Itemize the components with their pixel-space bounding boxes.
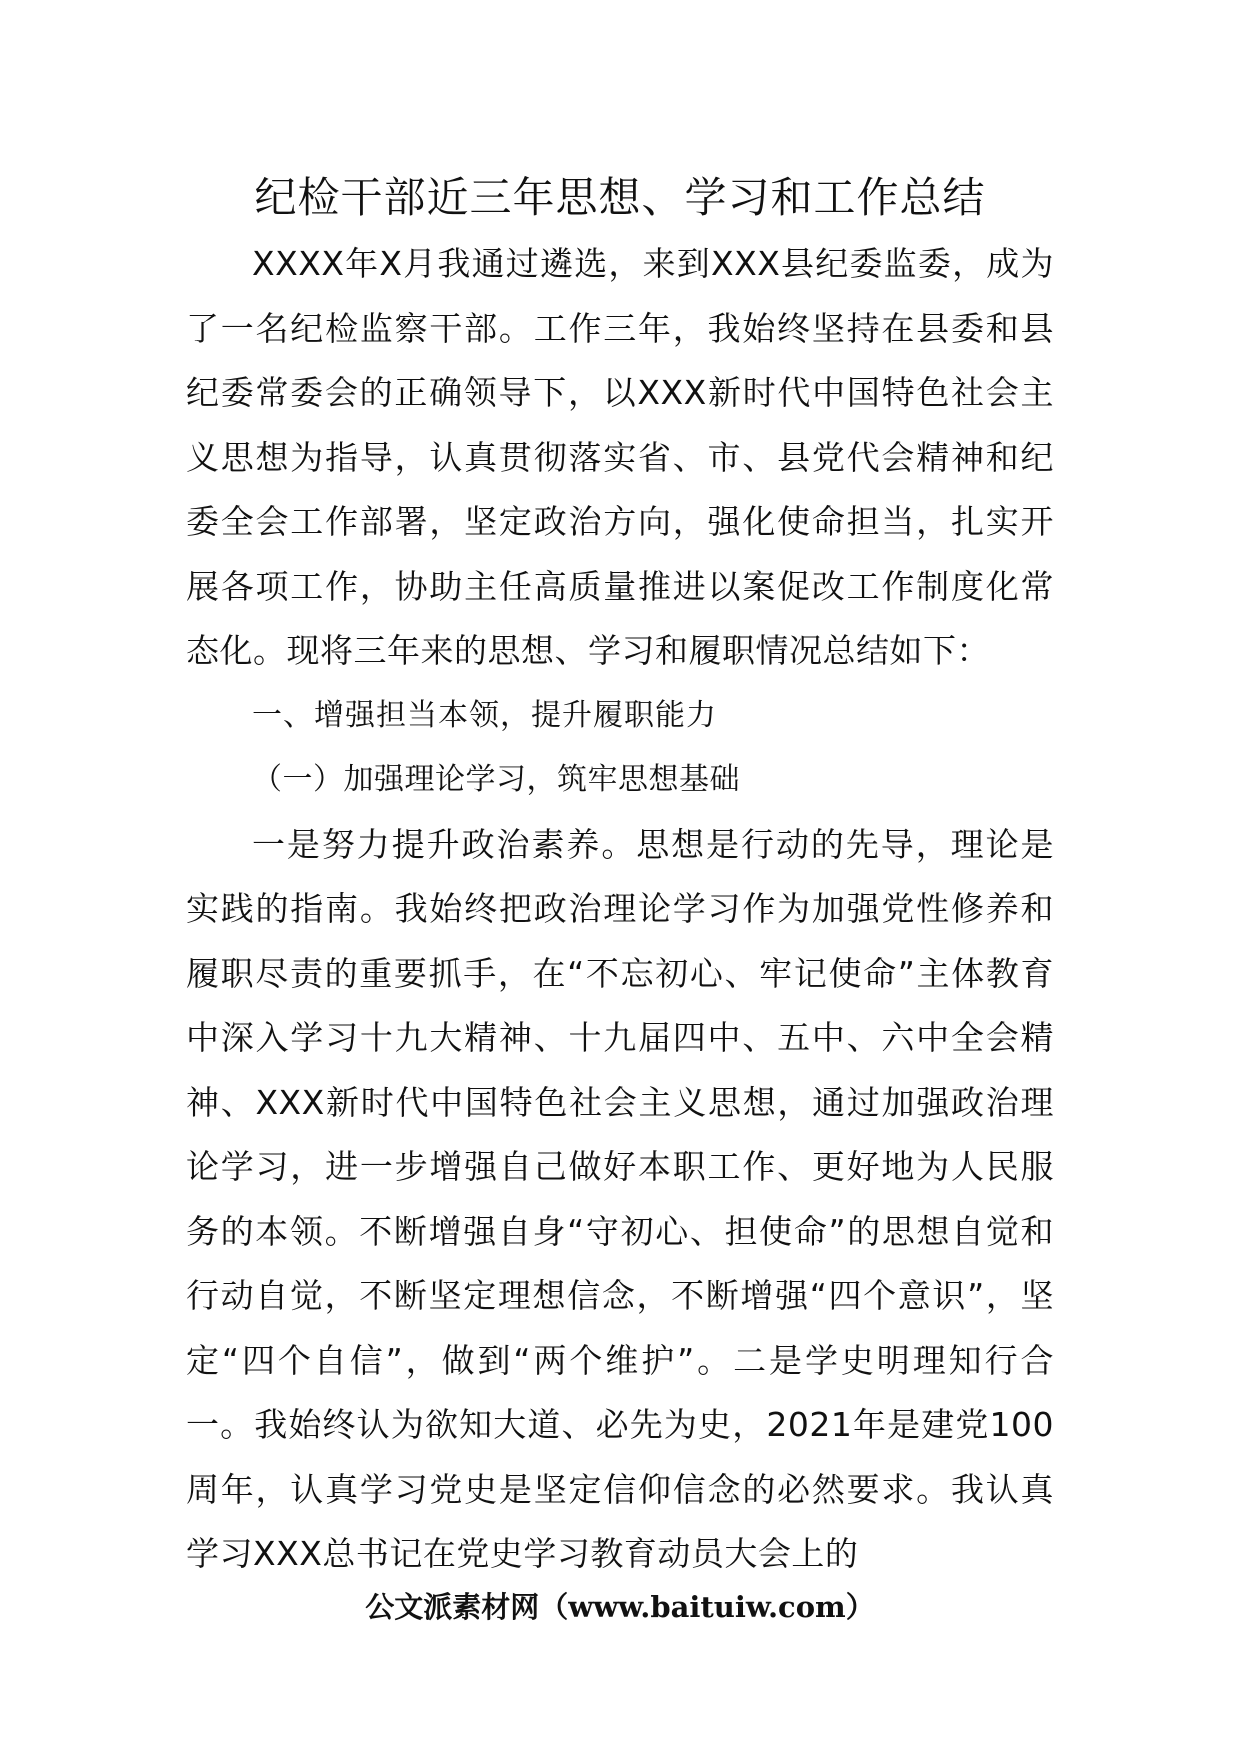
document-body bbox=[186, 232, 1054, 1587]
document-title: 纪检干部近三年思想、学习和工作总结 bbox=[254, 173, 986, 222]
section-heading-1: 一、增强担当本领，提升履职能力 bbox=[252, 697, 717, 733]
footer-watermark: 公文派素材网（www.baituiw.com） bbox=[365, 1590, 875, 1624]
paragraph-intro: XXXX年X月我通过遴选，来到XXX县纪委监委，成为了一名纪检监察干部。工作三年，我始终坚持在县委和县纪委常委会的正确领导下，以XXX新时代中国特色社会主义思想为指导，认真贯彻落实省、市、县党代会精神和纪委全会工作部署，坚定政治方向，强化使命担当，扎实开展各项工作，协助主任高质量推进以案促改工作制度化常态化。现将三年来的思想、学习和履职情况总结如下： bbox=[186, 244, 1054, 670]
paragraph-theory-study: 一是努力提升政治素养。思想是行动的先导，理论是实践的指南。我始终把政治理论学习作为加强党性修养和履职尽责的重要抓手，在“不忘初心、牢记使命”主体教育中深入学习十九大精神、十九届四中、五中、六中全会精神、XXX新时代中国特色社会主义思想，通过加强政治理论学习，进一步增强自己做好本职工作、更好地为人民服务的本领。不断增强自身“守初心、担使命”的思想自觉和行动自觉，不断坚定理想信念，不断增强“四个意识”，坚定“四个自信”，做到“两个维护”。二是学史明理知行合一。我始终认为欲知大道、必先为史，2021年是建党100周年，认真学习党史是坚定信仰信念的必然要求。我认真学习XXX总书记在党史学习教育动员大会上的 bbox=[186, 824, 1054, 1573]
subsection-heading-1: （一）加强理论学习，筑牢思想基础 bbox=[252, 762, 740, 797]
